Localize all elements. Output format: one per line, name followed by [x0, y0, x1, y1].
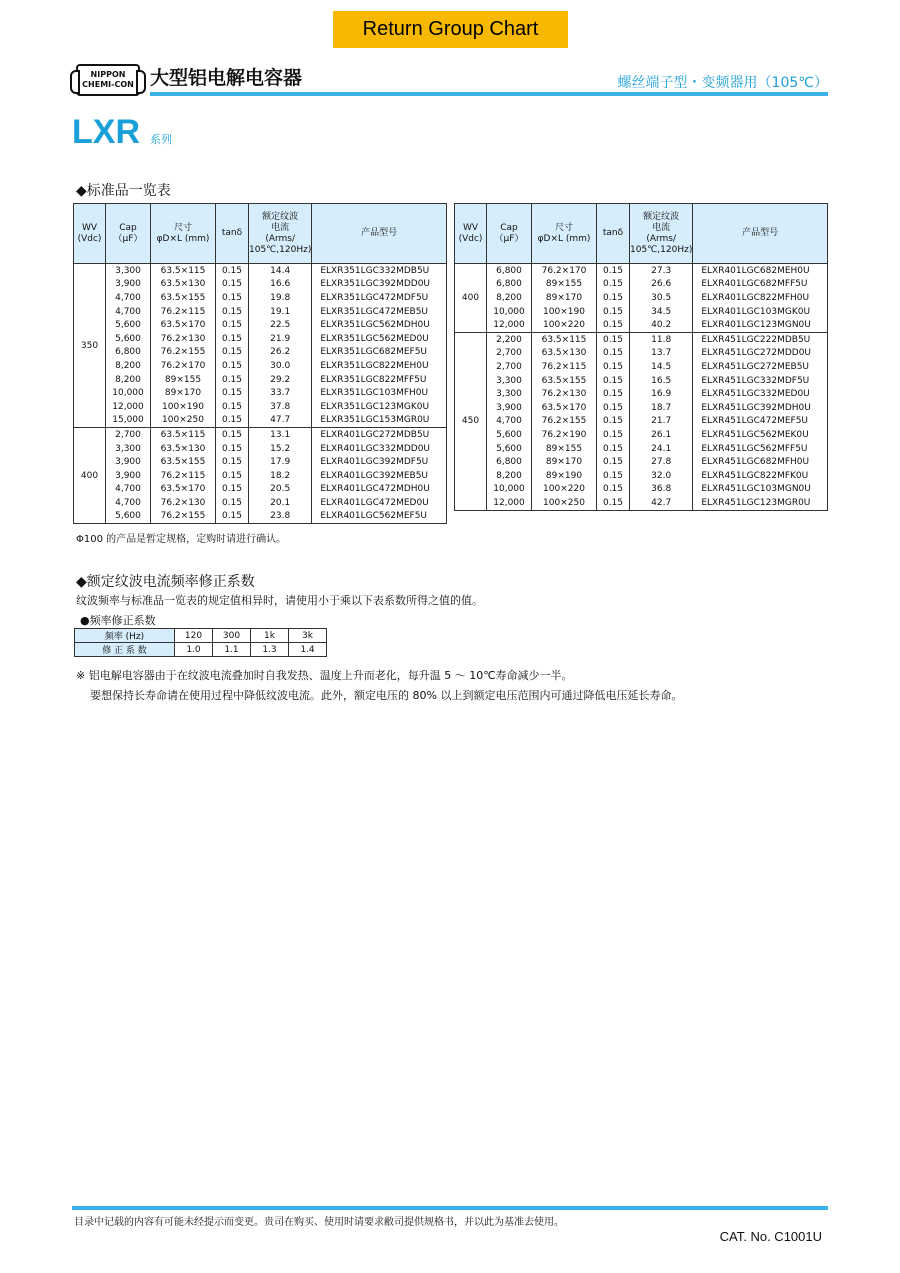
- table-row: [74, 305, 447, 319]
- cap-cell: 15,000: [106, 414, 151, 428]
- tan-cell: 0.15: [597, 278, 630, 292]
- table-row: [455, 291, 828, 305]
- cap-cell: 6,800: [487, 455, 532, 469]
- part-number-cell: ELXR451LGC332MED0U: [693, 387, 828, 401]
- size-cell: 76.2×155: [151, 346, 216, 360]
- tan-cell: 0.15: [216, 496, 249, 510]
- size-cell: 76.2×170: [151, 359, 216, 373]
- ripple-cell: 30.0: [249, 359, 312, 373]
- coef-value: 1.3: [251, 643, 289, 657]
- ripple-cell: 26.6: [630, 278, 693, 292]
- size-cell: 89×190: [532, 469, 597, 483]
- size-cell: 63.5×130: [532, 347, 597, 361]
- size-cell: 89×170: [532, 291, 597, 305]
- col-size: 尺寸 φD×L (mm): [151, 204, 216, 264]
- size-cell: 89×170: [532, 455, 597, 469]
- wv-cell: 350: [74, 264, 106, 428]
- cap-cell: 3,900: [487, 401, 532, 415]
- size-cell: 76.2×130: [151, 332, 216, 346]
- size-cell: 76.2×130: [532, 387, 597, 401]
- wv-cell: 400: [74, 428, 106, 524]
- part-number-cell: ELXR451LGC222MDB5U: [693, 332, 828, 346]
- tan-cell: 0.15: [216, 318, 249, 332]
- footer-divider: [72, 1206, 828, 1210]
- coef-value: 1.1: [213, 643, 251, 657]
- part-number-cell: ELXR401LGC682MFF5U: [693, 278, 828, 292]
- lifetime-warning: [76, 666, 682, 706]
- cap-cell: 12,000: [106, 400, 151, 414]
- part-number-cell: ELXR401LGC123MGN0U: [693, 318, 828, 332]
- ripple-cell: 34.5: [630, 305, 693, 319]
- cap-cell: 5,600: [106, 332, 151, 346]
- cap-cell: 4,700: [106, 291, 151, 305]
- ripple-cell: 42.7: [630, 496, 693, 510]
- size-cell: 63.5×170: [532, 401, 597, 415]
- table-row: [74, 386, 447, 400]
- series-suffix: 系列: [150, 133, 172, 146]
- ripple-cell: 40.2: [630, 318, 693, 332]
- size-cell: 76.2×130: [151, 496, 216, 510]
- tan-cell: 0.15: [216, 414, 249, 428]
- cap-cell: 4,700: [106, 496, 151, 510]
- tan-cell: 0.15: [216, 264, 249, 278]
- tan-cell: 0.15: [216, 359, 249, 373]
- ripple-cell: 20.1: [249, 496, 312, 510]
- table-row: [74, 291, 447, 305]
- cap-cell: 6,800: [487, 264, 532, 278]
- table-row: [74, 318, 447, 332]
- table-row: [455, 360, 828, 374]
- freq-value: 300: [213, 629, 251, 643]
- size-cell: 100×220: [532, 483, 597, 497]
- cap-cell: 3,900: [106, 278, 151, 292]
- cap-cell: 4,700: [487, 415, 532, 429]
- part-number-cell: ELXR451LGC562MFF5U: [693, 442, 828, 456]
- part-number-cell: ELXR401LGC332MDD0U: [312, 442, 447, 456]
- page-title: 大型铝电解电容器: [150, 67, 303, 89]
- ripple-cell: 37.8: [249, 400, 312, 414]
- table-row: [74, 359, 447, 373]
- freq-value: 1k: [251, 629, 289, 643]
- tan-cell: 0.15: [216, 346, 249, 360]
- part-number-cell: ELXR351LGC822MEH0U: [312, 359, 447, 373]
- part-number-cell: ELXR451LGC272MEB5U: [693, 360, 828, 374]
- cap-cell: 2,700: [487, 347, 532, 361]
- part-number-cell: ELXR351LGC822MFF5U: [312, 373, 447, 387]
- cap-cell: 12,000: [487, 318, 532, 332]
- col-wv: WV (Vdc): [74, 204, 106, 264]
- ripple-cell: 18.2: [249, 469, 312, 483]
- tan-cell: 0.15: [597, 360, 630, 374]
- coef-value: 1.0: [175, 643, 213, 657]
- size-cell: 63.5×115: [151, 428, 216, 442]
- table-row: [74, 278, 447, 292]
- freq-value: 120: [175, 629, 213, 643]
- ripple-cell: 26.2: [249, 346, 312, 360]
- cap-cell: 8,200: [106, 359, 151, 373]
- ripple-cell: 27.3: [630, 264, 693, 278]
- table-row: [455, 428, 828, 442]
- size-cell: 63.5×170: [151, 483, 216, 497]
- col-ripple: 额定纹波 电流 (Arms/ 105℃,120Hz): [630, 204, 693, 264]
- tan-cell: 0.15: [216, 305, 249, 319]
- tan-cell: 0.15: [597, 264, 630, 278]
- part-number-cell: ELXR401LGC472MED0U: [312, 496, 447, 510]
- freq-table-title: ●频率修正系数: [80, 614, 156, 627]
- table-row: [455, 278, 828, 292]
- table-row: [74, 428, 447, 442]
- spec-table-right: [454, 203, 828, 511]
- table-row: [455, 469, 828, 483]
- ripple-cell: 24.1: [630, 442, 693, 456]
- part-number-cell: ELXR451LGC822MFK0U: [693, 469, 828, 483]
- part-number-cell: ELXR401LGC392MDF5U: [312, 455, 447, 469]
- part-number-cell: ELXR451LGC272MDD0U: [693, 347, 828, 361]
- part-number-cell: ELXR351LGC472MEB5U: [312, 305, 447, 319]
- part-number-cell: ELXR401LGC392MEB5U: [312, 469, 447, 483]
- cap-cell: 2,200: [487, 332, 532, 346]
- freq-correction-table: [74, 628, 327, 657]
- table-row: [455, 483, 828, 497]
- tan-cell: 0.15: [216, 469, 249, 483]
- ripple-cell: 16.6: [249, 278, 312, 292]
- size-cell: 89×155: [532, 278, 597, 292]
- cap-cell: 2,700: [106, 428, 151, 442]
- tan-cell: 0.15: [597, 374, 630, 388]
- table-row: [455, 374, 828, 388]
- tan-cell: 0.15: [216, 332, 249, 346]
- tan-cell: 0.15: [597, 305, 630, 319]
- tan-cell: 0.15: [597, 318, 630, 332]
- part-number-cell: ELXR351LGC332MDB5U: [312, 264, 447, 278]
- part-number-cell: ELXR401LGC562MEF5U: [312, 510, 447, 524]
- size-cell: 76.2×155: [151, 510, 216, 524]
- logo-line-2: CHEMI-CON: [82, 80, 134, 89]
- ripple-cell: 21.7: [630, 415, 693, 429]
- part-number-cell: ELXR451LGC562MEK0U: [693, 428, 828, 442]
- size-cell: 100×250: [532, 496, 597, 510]
- table-row: [455, 305, 828, 319]
- cap-cell: 10,000: [487, 483, 532, 497]
- size-cell: 63.5×115: [532, 332, 597, 346]
- header-divider: [150, 92, 828, 96]
- coef-row: [75, 643, 327, 657]
- size-cell: 76.2×170: [532, 264, 597, 278]
- tan-cell: 0.15: [216, 400, 249, 414]
- table-row: [455, 347, 828, 361]
- part-number-cell: ELXR451LGC123MGR0U: [693, 496, 828, 510]
- logo-line-1: NIPPON: [90, 70, 126, 79]
- part-number-cell: ELXR351LGC123MGK0U: [312, 400, 447, 414]
- tan-cell: 0.15: [216, 386, 249, 400]
- table-row: [74, 332, 447, 346]
- tan-cell: 0.15: [597, 347, 630, 361]
- return-group-chart-button[interactable]: Return Group Chart: [333, 11, 568, 48]
- tan-cell: 0.15: [216, 291, 249, 305]
- footer-note: 目录中记载的内容有可能未经提示而变更。贵司在购买、使用时请要求敝司提供规格书，并以此为基准去使用。: [74, 1217, 564, 1228]
- cap-cell: 8,200: [487, 469, 532, 483]
- size-cell: 76.2×115: [151, 305, 216, 319]
- ripple-cell: 16.5: [630, 374, 693, 388]
- ripple-cell: 27.8: [630, 455, 693, 469]
- section-title-freq-correction: ◆额定纹波电流频率修正系数: [76, 574, 255, 590]
- page-subtitle: 螺丝端子型・变频器用（105℃）: [617, 75, 828, 91]
- table-row: [455, 387, 828, 401]
- ripple-cell: 14.4: [249, 264, 312, 278]
- freq-row: [75, 629, 327, 643]
- table-row: [74, 510, 447, 524]
- col-tan: tanδ: [216, 204, 249, 264]
- part-number-cell: ELXR451LGC472MEF5U: [693, 415, 828, 429]
- ripple-cell: 14.5: [630, 360, 693, 374]
- ripple-cell: 32.0: [630, 469, 693, 483]
- size-cell: 63.5×155: [151, 455, 216, 469]
- ripple-cell: 16.9: [630, 387, 693, 401]
- tan-cell: 0.15: [597, 428, 630, 442]
- tan-cell: 0.15: [597, 483, 630, 497]
- size-cell: 100×190: [532, 305, 597, 319]
- cap-cell: 4,700: [106, 305, 151, 319]
- col-cap: Cap （μF）: [487, 204, 532, 264]
- ripple-cell: 13.7: [630, 347, 693, 361]
- coef-label: 修 正 系 数: [75, 643, 175, 657]
- table-row: [455, 318, 828, 332]
- freq-label: 频率 (Hz): [75, 629, 175, 643]
- tan-cell: 0.15: [597, 401, 630, 415]
- size-cell: 89×155: [151, 373, 216, 387]
- cap-cell: 2,700: [487, 360, 532, 374]
- warning-line-1: ※ 铝电解电容器由于在纹波电流叠加时自我发热、温度上升而老化，每升温 5 ～ 10℃寿命减少一半。: [76, 669, 573, 682]
- tan-cell: 0.15: [216, 428, 249, 442]
- warning-line-2: 要想保持长寿命请在使用过程中降低纹波电流。此外，额定电压的 80% 以上到额定电压范围内可通过降低电压延长寿命。: [90, 689, 683, 702]
- cap-cell: 8,200: [106, 373, 151, 387]
- ripple-cell: 19.1: [249, 305, 312, 319]
- part-number-cell: ELXR401LGC103MGK0U: [693, 305, 828, 319]
- ripple-cell: 17.9: [249, 455, 312, 469]
- ripple-cell: 36.8: [630, 483, 693, 497]
- cap-cell: 3,900: [106, 469, 151, 483]
- cap-cell: 4,700: [106, 483, 151, 497]
- tan-cell: 0.15: [597, 442, 630, 456]
- part-number-cell: ELXR351LGC562MED0U: [312, 332, 447, 346]
- cap-cell: 8,200: [487, 291, 532, 305]
- cap-cell: 5,600: [106, 510, 151, 524]
- size-cell: 63.5×130: [151, 442, 216, 456]
- table-row: [455, 415, 828, 429]
- size-cell: 76.2×155: [532, 415, 597, 429]
- ripple-cell: 47.7: [249, 414, 312, 428]
- part-number-cell: ELXR401LGC472MDH0U: [312, 483, 447, 497]
- series-name: LXR: [72, 113, 140, 151]
- part-number-cell: ELXR401LGC822MFH0U: [693, 291, 828, 305]
- tan-cell: 0.15: [597, 291, 630, 305]
- part-number-cell: ELXR451LGC392MDH0U: [693, 401, 828, 415]
- table-row: [74, 373, 447, 387]
- size-cell: 100×190: [151, 400, 216, 414]
- table-row: [74, 400, 447, 414]
- table-row: [455, 401, 828, 415]
- table-row: [74, 483, 447, 497]
- size-cell: 89×170: [151, 386, 216, 400]
- cap-cell: 5,600: [487, 442, 532, 456]
- col-part-number: 产品型号: [693, 204, 828, 264]
- col-cap: Cap （μF）: [106, 204, 151, 264]
- ripple-cell: 33.7: [249, 386, 312, 400]
- part-number-cell: ELXR351LGC153MGR0U: [312, 414, 447, 428]
- part-number-cell: ELXR451LGC332MDF5U: [693, 374, 828, 388]
- cap-cell: 10,000: [487, 305, 532, 319]
- cap-cell: 5,600: [106, 318, 151, 332]
- wv-cell: 400: [455, 264, 487, 333]
- table-row: [455, 442, 828, 456]
- catalog-number: CAT. No. C1001U: [719, 1229, 822, 1244]
- tan-cell: 0.15: [597, 332, 630, 346]
- size-cell: 63.5×155: [532, 374, 597, 388]
- tan-cell: 0.15: [216, 278, 249, 292]
- table-row: [74, 264, 447, 278]
- col-ripple: 额定纹波 电流 (Arms/ 105℃,120Hz): [249, 204, 312, 264]
- cap-cell: 3,900: [106, 455, 151, 469]
- tan-cell: 0.15: [216, 483, 249, 497]
- tan-cell: 0.15: [597, 496, 630, 510]
- ripple-cell: 29.2: [249, 373, 312, 387]
- cap-cell: 5,600: [487, 428, 532, 442]
- part-number-cell: ELXR351LGC472MDF5U: [312, 291, 447, 305]
- table-row: [74, 469, 447, 483]
- size-cell: 100×220: [532, 318, 597, 332]
- table-row: [74, 442, 447, 456]
- col-part-number: 产品型号: [312, 204, 447, 264]
- size-cell: 76.2×115: [532, 360, 597, 374]
- part-number-cell: ELXR351LGC682MEF5U: [312, 346, 447, 360]
- part-number-cell: ELXR351LGC392MDD0U: [312, 278, 447, 292]
- col-size: 尺寸 φD×L (mm): [532, 204, 597, 264]
- tan-cell: 0.15: [597, 415, 630, 429]
- table-row: [455, 332, 828, 346]
- tan-cell: 0.15: [216, 373, 249, 387]
- part-number-cell: ELXR351LGC562MDH0U: [312, 318, 447, 332]
- ripple-cell: 11.8: [630, 332, 693, 346]
- tan-cell: 0.15: [216, 510, 249, 524]
- part-number-cell: ELXR401LGC682MEH0U: [693, 264, 828, 278]
- nippon-chemi-con-logo: [76, 64, 140, 96]
- tan-cell: 0.15: [597, 387, 630, 401]
- table-row: [455, 455, 828, 469]
- size-cell: 63.5×155: [151, 291, 216, 305]
- ripple-cell: 30.5: [630, 291, 693, 305]
- cap-cell: 3,300: [487, 387, 532, 401]
- ripple-cell: 20.5: [249, 483, 312, 497]
- ripple-cell: 26.1: [630, 428, 693, 442]
- cap-cell: 3,300: [106, 442, 151, 456]
- section-title-standard-list: ◆标准品一览表: [76, 183, 171, 199]
- size-cell: 63.5×170: [151, 318, 216, 332]
- freq-value: 3k: [289, 629, 327, 643]
- tan-cell: 0.15: [597, 469, 630, 483]
- tan-cell: 0.15: [216, 442, 249, 456]
- col-tan: tanδ: [597, 204, 630, 264]
- freq-description: 纹波频率与标准品一览表的规定值相异时，请使用小于乘以下表系数所得之值的值。: [76, 594, 483, 607]
- tan-cell: 0.15: [597, 455, 630, 469]
- part-number-cell: ELXR401LGC272MDB5U: [312, 428, 447, 442]
- spec-table-left: [73, 203, 447, 524]
- cap-cell: 3,300: [487, 374, 532, 388]
- table-row: [74, 455, 447, 469]
- table-row: [74, 414, 447, 428]
- table-row: [74, 496, 447, 510]
- spec-note: Φ100 的产品是暂定规格，定购时请进行确认。: [76, 534, 287, 545]
- size-cell: 76.2×115: [151, 469, 216, 483]
- ripple-cell: 15.2: [249, 442, 312, 456]
- table-row: [455, 264, 828, 278]
- ripple-cell: 22.5: [249, 318, 312, 332]
- cap-cell: 3,300: [106, 264, 151, 278]
- table-row: [455, 496, 828, 510]
- size-cell: 100×250: [151, 414, 216, 428]
- ripple-cell: 13.1: [249, 428, 312, 442]
- part-number-cell: ELXR351LGC103MFH0U: [312, 386, 447, 400]
- tan-cell: 0.15: [216, 455, 249, 469]
- part-number-cell: ELXR451LGC103MGN0U: [693, 483, 828, 497]
- col-wv: WV (Vdc): [455, 204, 487, 264]
- cap-cell: 6,800: [106, 346, 151, 360]
- cap-cell: 10,000: [106, 386, 151, 400]
- part-number-cell: ELXR451LGC682MFH0U: [693, 455, 828, 469]
- size-cell: 63.5×130: [151, 278, 216, 292]
- ripple-cell: 19.8: [249, 291, 312, 305]
- ripple-cell: 23.8: [249, 510, 312, 524]
- ripple-cell: 18.7: [630, 401, 693, 415]
- ripple-cell: 21.9: [249, 332, 312, 346]
- cap-cell: 6,800: [487, 278, 532, 292]
- wv-cell: 450: [455, 332, 487, 510]
- cap-cell: 12,000: [487, 496, 532, 510]
- size-cell: 63.5×115: [151, 264, 216, 278]
- size-cell: 76.2×190: [532, 428, 597, 442]
- coef-value: 1.4: [289, 643, 327, 657]
- size-cell: 89×155: [532, 442, 597, 456]
- table-row: [74, 346, 447, 360]
